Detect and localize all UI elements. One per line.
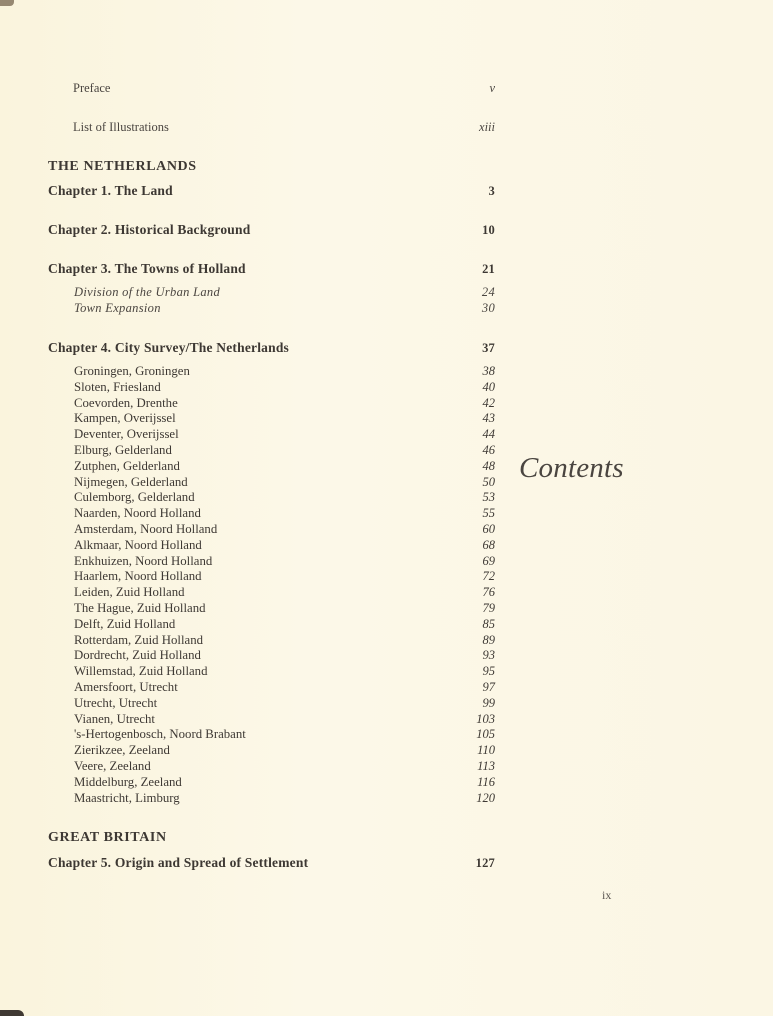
city-label: Delft, Zuid Holland [74, 616, 176, 631]
subsection-page: 24 [481, 285, 495, 299]
city-label: Rotterdam, Zuid Holland [74, 632, 204, 647]
city-page: 89 [482, 632, 495, 647]
city-label: Groningen, Groningen [74, 364, 190, 378]
city-page: 72 [482, 569, 495, 584]
toc-city-entry[interactable] [74, 459, 495, 474]
city-page: 38 [482, 364, 495, 378]
section-heading-great-britain: GREAT BRITAIN [48, 830, 167, 845]
chapter-page: 127 [475, 856, 495, 870]
page-title: Contents [519, 452, 624, 484]
city-label: Coevorden, Drenthe [74, 395, 178, 410]
city-label: Utrecht, Utrecht [74, 695, 158, 710]
chapter-label: Chapter 2. Historical Background [48, 222, 251, 237]
city-label: Culemborg, Gelderland [74, 490, 195, 505]
city-label: Maastricht, Limburg [74, 790, 180, 805]
city-page: 42 [482, 395, 495, 410]
toc-city-entry[interactable] [74, 396, 495, 411]
toc-city-entry[interactable] [74, 490, 495, 505]
city-page: 110 [477, 743, 495, 758]
toc-chapter-4[interactable] [48, 340, 495, 356]
city-label: Sloten, Friesland [74, 379, 161, 394]
toc-city-entry[interactable] [74, 538, 495, 553]
city-label: The Hague, Zuid Holland [74, 601, 206, 615]
toc-entry-list-of-illustrations[interactable] [73, 120, 495, 135]
city-label: Vianen, Utrecht [74, 711, 155, 726]
chapter-page: 37 [482, 341, 495, 355]
toc-city-entry[interactable] [74, 601, 495, 616]
toc-city-entry[interactable] [74, 696, 495, 711]
toc-city-entry[interactable] [74, 712, 495, 727]
city-label: Middelburg, Zeeland [74, 774, 182, 789]
section-heading-netherlands: THE NETHERLANDS [48, 159, 197, 174]
chapter-label: Chapter 1. The Land [48, 183, 173, 198]
city-page: 95 [482, 664, 495, 679]
toc-city-entry[interactable] [74, 506, 495, 521]
entry-page: xiii [479, 120, 495, 134]
city-label: Dordrecht, Zuid Holland [74, 648, 201, 663]
subsection-page: 30 [481, 301, 495, 315]
chapter-label: Chapter 4. City Survey/The Netherlands [48, 340, 289, 355]
city-label: Zutphen, Gelderland [74, 458, 180, 473]
toc-subsection[interactable] [74, 301, 495, 316]
city-label: 's-Hertogenbosch, Noord Brabant [74, 727, 246, 742]
city-page: 93 [482, 648, 495, 663]
toc-city-entry[interactable] [74, 648, 495, 663]
toc-city-entry[interactable] [74, 585, 495, 600]
city-page: 55 [482, 506, 495, 521]
city-label: Nijmegen, Gelderland [74, 474, 188, 489]
city-page: 76 [482, 585, 495, 600]
toc-subsection[interactable] [74, 285, 495, 300]
page-edge-shadow [0, 1010, 24, 1016]
subsection-label: Division of the Urban Land [74, 285, 220, 299]
subsection-label: Town Expansion [74, 301, 161, 315]
toc-city-entry[interactable] [74, 680, 495, 695]
chapter-page: 21 [482, 262, 495, 276]
chapter-label: Chapter 5. Origin and Spread of Settlement [48, 855, 309, 870]
toc-city-entry[interactable] [74, 633, 495, 648]
city-page: 43 [482, 411, 495, 426]
entry-label: Preface [73, 81, 111, 95]
city-page: 97 [482, 680, 495, 694]
city-page: 79 [482, 601, 495, 615]
city-page: 40 [482, 379, 495, 394]
city-page: 99 [482, 695, 495, 710]
toc-city-entry[interactable] [74, 727, 495, 742]
toc-city-entry[interactable] [74, 427, 495, 442]
city-label: Alkmaar, Noord Holland [74, 537, 202, 552]
city-page: 103 [476, 711, 495, 726]
toc-city-entry[interactable] [74, 791, 495, 806]
city-page: 60 [482, 522, 495, 536]
city-page: 85 [482, 616, 495, 631]
city-label: Kampen, Overijssel [74, 411, 176, 426]
toc-city-entry[interactable] [74, 380, 495, 395]
city-label: Elburg, Gelderland [74, 443, 172, 457]
city-page: 53 [482, 490, 495, 505]
toc-city-entry[interactable] [74, 743, 495, 758]
toc-city-entry[interactable] [74, 554, 495, 569]
city-label: Naarden, Noord Holland [74, 506, 201, 521]
city-label: Deventer, Overijssel [74, 427, 179, 442]
city-page: 50 [482, 474, 495, 489]
toc-city-entry[interactable] [74, 775, 495, 790]
page-edge-shadow [0, 0, 14, 6]
city-page: 69 [482, 553, 495, 568]
toc-city-entry[interactable] [74, 475, 495, 490]
city-page: 113 [477, 759, 495, 773]
city-page: 105 [476, 727, 495, 742]
toc-city-entry[interactable] [74, 759, 495, 774]
toc-entry-preface[interactable] [73, 81, 495, 96]
entry-label: List of Illustrations [73, 120, 169, 134]
city-page: 44 [482, 427, 495, 442]
city-label: Haarlem, Noord Holland [74, 569, 202, 584]
toc-chapter-2[interactable] [48, 222, 495, 238]
toc-chapter-1[interactable] [48, 183, 495, 199]
city-label: Zierikzee, Zeeland [74, 743, 170, 758]
city-label: Enkhuizen, Noord Holland [74, 553, 213, 568]
city-page: 46 [482, 443, 495, 457]
toc-city-entry[interactable] [74, 411, 495, 426]
toc-chapter-5[interactable] [48, 855, 495, 871]
chapter-page: 10 [482, 223, 495, 237]
toc-city-entry[interactable] [74, 569, 495, 584]
toc-city-entry[interactable] [74, 364, 495, 379]
city-page: 68 [482, 537, 495, 552]
toc-chapter-3[interactable] [48, 261, 495, 277]
toc-city-entry[interactable] [74, 443, 495, 458]
chapter-label: Chapter 3. The Towns of Holland [48, 261, 246, 276]
city-page: 48 [482, 458, 495, 473]
city-page: 120 [476, 790, 495, 805]
chapter-page: 3 [488, 184, 495, 198]
city-label: Willemstad, Zuid Holland [74, 664, 208, 679]
entry-page: v [489, 81, 495, 95]
city-label: Amsterdam, Noord Holland [74, 522, 218, 536]
page-number: ix [602, 888, 612, 902]
city-label: Leiden, Zuid Holland [74, 585, 185, 600]
city-page: 116 [477, 774, 495, 789]
city-label: Amersfoort, Utrecht [74, 680, 178, 694]
city-label: Veere, Zeeland [74, 759, 151, 773]
toc-city-entry[interactable] [74, 522, 495, 537]
toc-city-entry[interactable] [74, 664, 495, 679]
toc-city-entry[interactable] [74, 617, 495, 632]
